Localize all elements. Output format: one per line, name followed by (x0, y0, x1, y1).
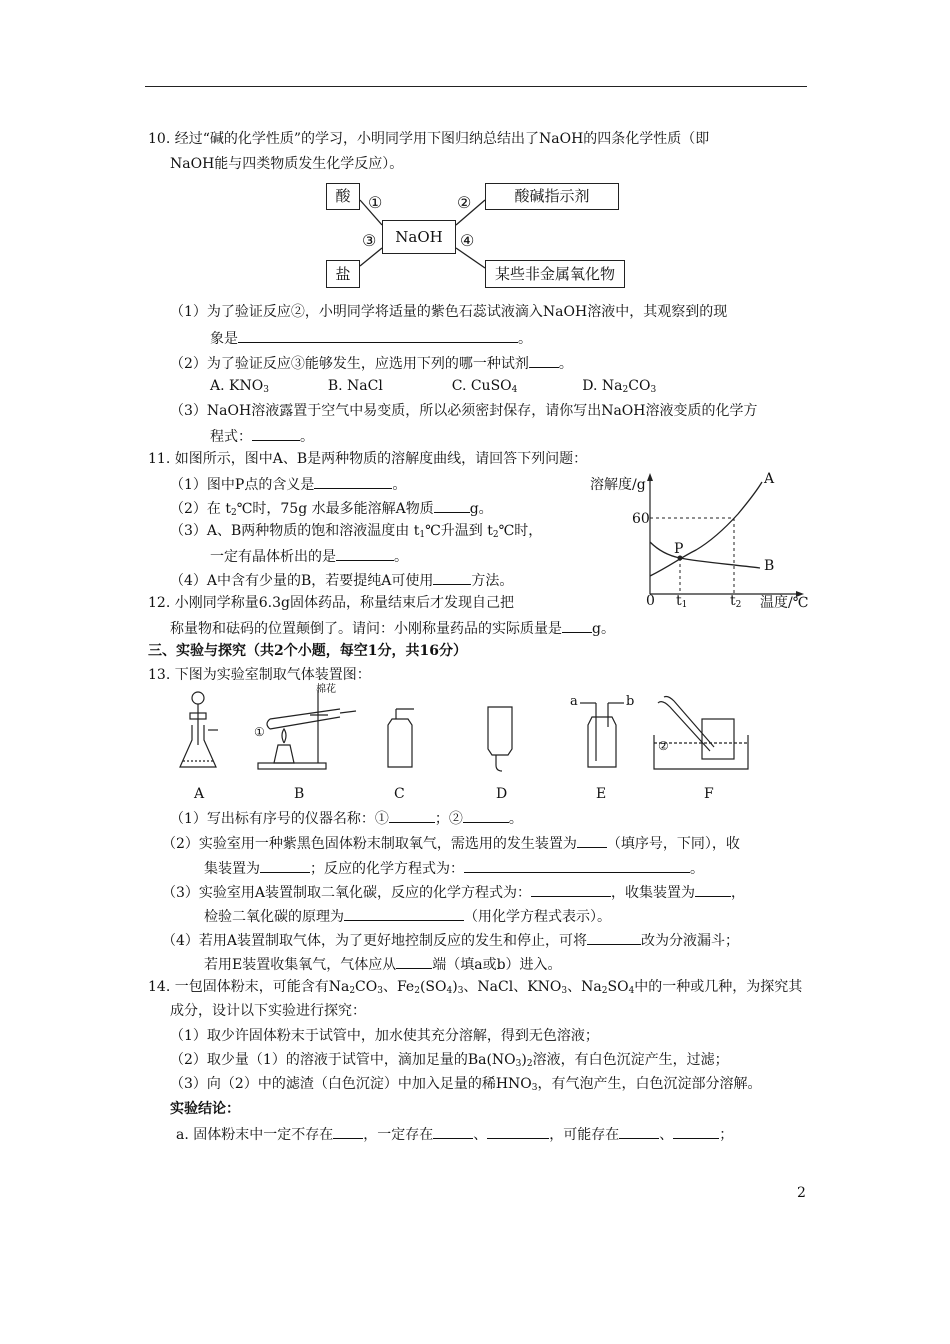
marker-1: ① (368, 193, 383, 212)
apparatus-b (258, 690, 356, 769)
q13-p4c: 若用E装置收集氧气，气体应从 端（填a或b）进入。 (204, 954, 562, 974)
answer-blank[interactable] (587, 930, 641, 945)
marker-2: ② (457, 193, 472, 212)
q13-head: 13. 下图为实验室制取气体装置图： (148, 667, 371, 683)
answer-blank[interactable] (464, 858, 690, 873)
box-indicator: 酸碱指示剂 (485, 183, 619, 210)
answer-blank[interactable] (336, 546, 394, 561)
option-a: A. $KNO_3$ (210, 378, 269, 395)
solubility-chart (588, 470, 818, 620)
apparatus-figure (150, 685, 770, 805)
marker-4: ④ (460, 231, 475, 250)
box-salt: 盐 (326, 260, 360, 288)
option-b: B. NaCl (327, 378, 383, 394)
page-number: 2 (797, 1185, 806, 1201)
label-b: B (294, 786, 305, 802)
answer-blank[interactable] (433, 570, 471, 585)
naoh-diagram (320, 178, 630, 293)
q14-line2: 成分，设计以下实验进行探究： (170, 1003, 366, 1019)
q13-p4a: （4）若用A装置制取气体，为了更好地控制反应的发生和停止，可将 改为分液漏斗； (162, 930, 739, 950)
port-a: a (570, 694, 578, 709)
q13-p3d: 检验二氧化碳的原理为 （用化学方程式表示）。 (204, 906, 611, 926)
answer-blank[interactable] (463, 808, 509, 823)
apparatus-svg (150, 685, 770, 805)
chart-ylabel: 溶解度/g (590, 477, 646, 493)
box-naoh: NaOH (382, 220, 456, 254)
curve-b (650, 542, 760, 568)
answer-blank[interactable] (434, 498, 470, 513)
apparatus-f (654, 697, 748, 770)
label-a: A (194, 786, 205, 802)
q12-line1: 12. 小刚同学称量6.3g固体药品，称量结束后才发现自己把 (148, 595, 514, 611)
q14-conclusion-title: 实验结论： (170, 1101, 240, 1117)
q12-line2: 称量物和砝码的位置颠倒了。请问：小刚称量药品的实际质量是 g。 (170, 618, 615, 638)
apparatus-a (180, 692, 218, 767)
label-e: E (596, 786, 607, 802)
chart-b-label: B (764, 558, 775, 574)
q14-answer-a: a. 固体粉末中一定不存在 ，一定存在 、 ，可能存在 、 ； (176, 1124, 733, 1144)
q10-p2: （2）为了验证反应③能够发生，应选用下列的哪一种试剂 。 (170, 353, 573, 373)
chart-a-label: A (764, 471, 775, 487)
section-3-title: 三、实验与探究（共2个小题，每空1分，共16分） (148, 643, 467, 659)
q11-p2: （2）在 $t_2℃$时，75g 水最多能溶解A物质 g。 (170, 498, 493, 522)
q10-line2: NaOH能与四类物质发生化学反应）。 (170, 156, 404, 172)
option-d: D. $Na_2CO_3$ (582, 378, 657, 395)
answer-blank[interactable] (531, 882, 611, 897)
q10-line1: 10. 经过“碱的化学性质”的学习，小明同学用下图归纳总结出了NaOH的四条化学性质（即 (148, 131, 710, 147)
answer-blank[interactable] (433, 1124, 473, 1139)
chart-y60: 60 (632, 511, 650, 527)
cotton-label: 棉花 (316, 684, 336, 695)
q14-step3: （3）向（2）中的滤渣（白色沉淀）中加入足量的稀$HNO_3$，有气泡产生，白色沉淀部分溶解。 (170, 1076, 762, 1093)
answer-blank[interactable] (487, 1124, 549, 1139)
box-oxide: 某些非金属氧化物 (485, 260, 625, 288)
apparatus-d (488, 707, 512, 771)
q10-p3a: （3）NaOH溶液露置于空气中易变质，所以必须密封保存，请你写出NaOH溶液变质的化学方 (170, 403, 758, 419)
apparatus-e (580, 703, 624, 767)
marker-3: ③ (362, 231, 377, 250)
answer-blank[interactable] (619, 1124, 659, 1139)
q10-p1b: 象是 。 (210, 328, 532, 348)
y-axis-arrow (647, 473, 653, 481)
q11-p3: （3）A、B两种物质的饱和溶液温度由 $t_1℃$升温到 $t_2℃$时， (170, 523, 543, 540)
answer-blank[interactable] (577, 833, 607, 848)
answer-blank[interactable] (333, 1124, 363, 1139)
q13-p2c: 集装置为 ；反应的化学方程式为： 。 (204, 858, 704, 878)
q14-step1: （1）取少许固体粉末于试管中，加水使其充分溶解，得到无色溶液； (170, 1028, 599, 1044)
chart-p-label: P (674, 541, 684, 557)
answer-blank[interactable] (673, 1124, 719, 1139)
q11-p3d: 一定有晶体析出的是 。 (210, 546, 408, 566)
q14-line1: 14. 一包固体粉末，可能含有$Na_2CO_3$、$Fe_2(SO_4)_3$、NaCl、$KNO_3$、$Na_2SO_4$中的一种或几种，为探究其 (148, 979, 803, 996)
answer-blank[interactable] (238, 328, 518, 343)
header-rule (145, 86, 807, 87)
q13-p3a: （3）实验室用A装置制取二氧化碳，反应的化学方程式为： ，收集装置为 ， (162, 882, 745, 902)
q13-p2a: （2）实验室用一种紫黑色固体粉末制取氧气，需选用的发生装置为 （填序号，下同），收 (162, 833, 740, 853)
chart-xlabel: 温度/℃ (760, 595, 809, 611)
apparatus-c (388, 709, 414, 767)
q10-options (210, 377, 656, 399)
port-b: b (626, 694, 635, 709)
option-c: C. CuSO$_4$ (451, 378, 518, 395)
answer-blank[interactable] (562, 618, 592, 633)
chart-t1: $t_1$ (676, 593, 688, 610)
answer-blank[interactable] (529, 353, 559, 368)
answer-blank[interactable] (396, 954, 432, 969)
label-d: D (496, 786, 508, 802)
q13-p1: （1）写出标有序号的仪器名称：① ；② 。 (170, 808, 523, 828)
mark-1: ① (254, 725, 265, 739)
q11-p4: （4）A中含有少量的B，若要提纯A可使用 方法。 (170, 570, 513, 590)
q11-head: 11. 如图所示，图中A、B是两种物质的溶解度曲线，请回答下列问题： (148, 451, 588, 467)
answer-blank[interactable] (344, 906, 464, 921)
q11-p1: （1）图中P点的含义是 。 (170, 474, 406, 494)
label-f: F (704, 786, 714, 802)
q14-step2: （2）取少量（1）的溶液于试管中，滴加足量的$Ba(NO_3)_2$溶液，有白色沉淀产生，过滤； (170, 1052, 729, 1069)
answer-blank[interactable] (389, 808, 435, 823)
label-c: C (394, 786, 405, 802)
mark-2: ② (658, 739, 669, 753)
answer-blank[interactable] (260, 858, 310, 873)
chart-t2: $t_2$ (730, 593, 742, 610)
answer-blank[interactable] (314, 474, 392, 489)
answer-blank[interactable] (252, 426, 300, 441)
answer-blank[interactable] (695, 882, 731, 897)
box-acid: 酸 (326, 183, 360, 210)
q10-p1a: （1）为了验证反应②，小明同学将适量的紫色石蕊试液滴入NaOH溶液中，其观察到的现 (170, 304, 728, 320)
chart-origin: 0 (646, 593, 655, 609)
q10-p3b: 程式： 。 (210, 426, 314, 446)
